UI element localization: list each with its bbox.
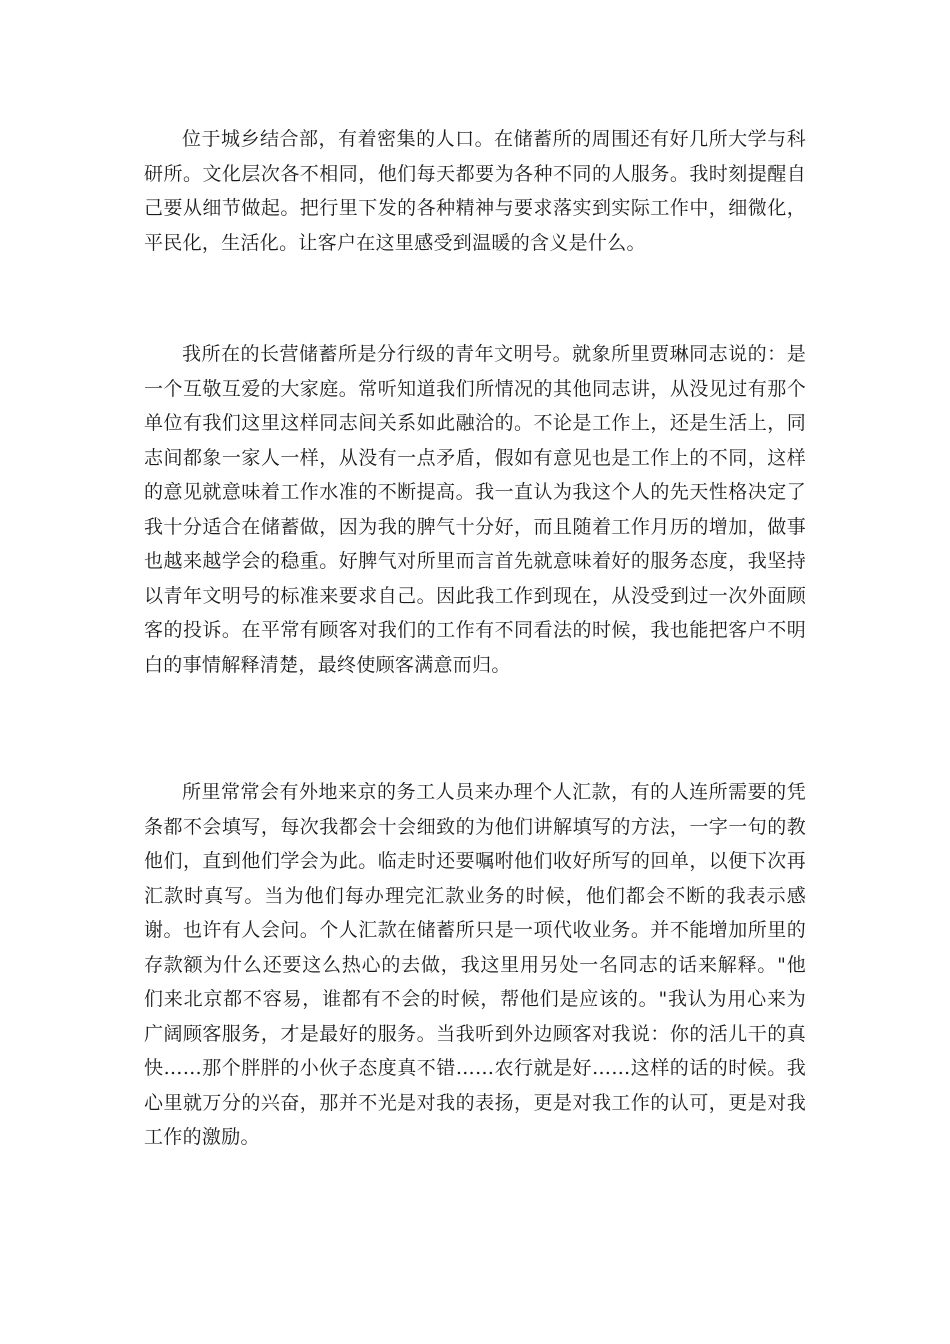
paragraph-1: 位于城乡结合部，有着密集的人口。在储蓄所的周围还有好几所大学与科研所。文化层次各不相同，他们每天都要为各种不同的人服务。我时刻提醒自己要从细节做起。把行里下发的各种精神与要求落实到实际工作中，细微化，平民化，生活化。让客户在这里感受到温暖的含义是什么。: [144, 128, 806, 254]
paragraph-3: 所里常常会有外地来京的务工人员来办理个人汇款，有的人连所需要的凭条都不会填写，每次我都会十会细致的为他们讲解填写的方法，一字一句的教他们，直到他们学会为此。临走时还要嘱咐他们收好所写的回单，以便下次再汇款时真写。当为他们每办理完汇款业务的时候，他们都会不断的我表示感谢。也许有人会问。个人汇款在储蓄所只是一项代收业务。并不能增加所里的存款额为什么还要这么热心的去做，我这里用另处一名同志的话来解释。"他们来北京都不容易，谁都有不会的时候，帮他们是应该的。"我认为用心来为广阔顾客服务，才是最好的服务。当我听到外边顾客对我说：你的活儿干的真快……那个胖胖的小伙子态度真不错……农行就是好……这样的话的时候。我心里就万分的兴奋，那并不光是对我的表扬，更是对我工作的认可，更是对我工作的激励。: [144, 781, 806, 1148]
paragraph-2: 我所在的长营储蓄所是分行级的青年文明号。就象所里贾琳同志说的：是一个互敬互爱的大家庭。常听知道我们所情况的其他同志讲，从没见过有那个单位有我们这里这样同志间关系如此融洽的。不论是工作上，还是生活上，同志间都象一家人一样，从没有一点矛盾，假如有意见也是工作上的不同，这样的意见就意味着工作水准的不断提高。我一直认为我这个人的先天性格决定了我十分适合在储蓄做，因为我的脾气十分好，而且随着工作月历的增加，做事也越来越学会的稳重。好脾气对所里而言首先就意味着好的服务态度，我坚持以青年文明号的标准来要求自己。因此我工作到现在，从没受到过一次外面顾客的投诉。在平常有顾客对我们的工作有不同看法的时候，我也能把客户不明白的事情解释清楚，最终使顾客满意而归。: [144, 343, 806, 676]
